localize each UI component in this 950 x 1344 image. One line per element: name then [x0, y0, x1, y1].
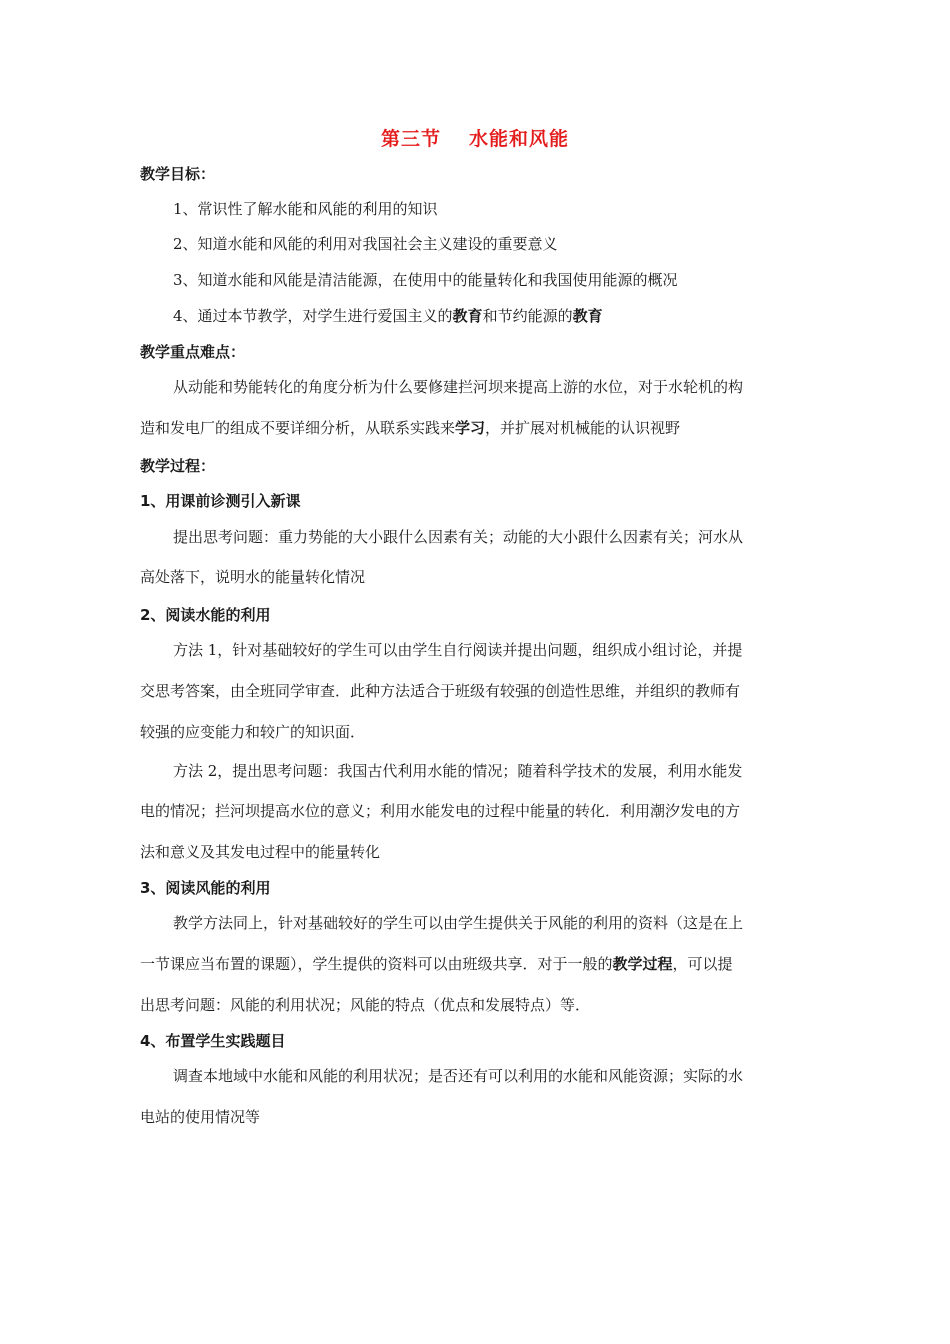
objective-item-1: 1、常识性了解水能和风能的利用的知识 — [173, 200, 438, 218]
section-2-line-2: 交思考答案，由全班同学审查．此种方法适合于班级有较强的创造性思维，并组织的教师有 — [140, 682, 741, 700]
section-4-line-1: 调查本地域中水能和风能的利用状况；是否还有可以利用的水能和风能资源；实际的水 — [173, 1067, 744, 1085]
section-3-line-1: 教学方法同上，针对基础较好的学生可以由学生提供关于风能的利用的资料（这是在上 — [173, 914, 744, 932]
section-1-line-2: 高处落下，说明水的能量转化情况 — [140, 568, 366, 586]
objective-item-3: 3、知道水能和风能是清洁能源，在使用中的能量转化和我国使用能源的概况 — [173, 271, 678, 289]
section-1-line-1: 提出思考问题：重力势能的大小跟什么因素有关；动能的大小跟什么因素有关；河水从 — [173, 528, 744, 546]
section-3-line-2: 一节课应当布置的课题），学生提供的资料可以由班级共享．对于一般的教学过程，可以提 — [140, 955, 733, 973]
section-4-heading: 4、布置学生实践题目 — [140, 1032, 286, 1050]
section-2-heading: 2、阅读水能的利用 — [140, 606, 271, 624]
section-2-line-5: 电的情况；拦河坝提高水位的意义；利用水能发电的过程中能量的转化．利用潮汐发电的方 — [140, 802, 741, 820]
objectives-heading: 教学目标： — [140, 165, 216, 183]
objective-item-2: 2、知道水能和风能的利用对我国社会主义建设的重要意义 — [173, 235, 558, 253]
key-points-heading: 教学重点难点： — [140, 343, 246, 361]
document-title — [0, 124, 950, 151]
key-points-line-1: 从动能和势能转化的角度分析为什么要修建拦河坝来提高上游的水位，对于水轮机的构 — [173, 378, 744, 396]
title-topic: 水能和风能 — [469, 128, 570, 150]
section-2-line-4: 方法 2，提出思考问题：我国古代利用水能的情况；随着科学技术的发展，利用水能发 — [173, 762, 743, 780]
key-points-line-2: 造和发电厂的组成不要详细分析，从联系实践来学习，并扩展对机械能的认识视野 — [140, 419, 681, 437]
section-2-line-3: 较强的应变能力和较广的知识面． — [140, 723, 366, 741]
section-1-heading: 1、用课前诊测引入新课 — [140, 492, 301, 510]
section-2-line-6: 法和意义及其发电过程中的能量转化 — [140, 843, 381, 861]
objective-item-4: 4、通过本节教学，对学生进行爱国主义的教育和节约能源的教育 — [173, 307, 603, 325]
section-2-line-1: 方法 1，针对基础较好的学生可以由学生自行阅读并提出问题，组织成小组讨论，并提 — [173, 641, 743, 659]
section-4-line-2: 电站的使用情况等 — [140, 1108, 261, 1126]
section-3-line-3: 出思考问题：风能的利用状况；风能的特点（优点和发展特点）等． — [140, 996, 591, 1014]
title-section-number: 第三节 — [380, 128, 441, 150]
process-heading: 教学过程： — [140, 457, 216, 475]
section-3-heading: 3、阅读风能的利用 — [140, 879, 271, 897]
